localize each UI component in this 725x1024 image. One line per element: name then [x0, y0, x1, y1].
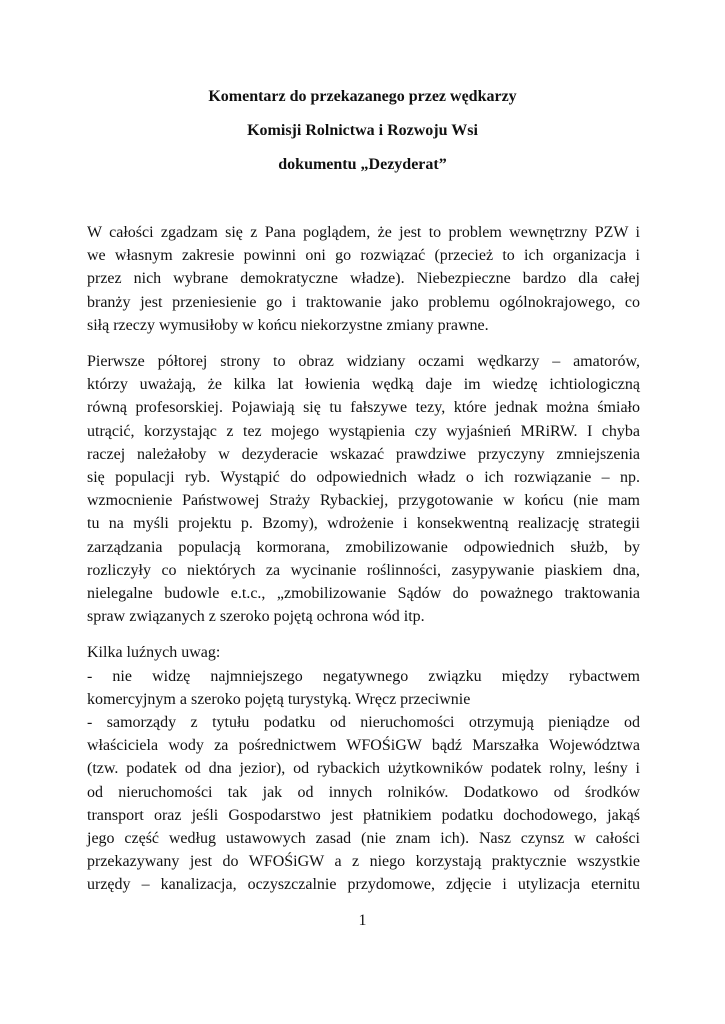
document-title — [0, 88, 725, 190]
paragraph-2 — [87, 350, 640, 628]
text-line: - nie widzę najmniejszego negatywnego związku między rybactwem — [87, 667, 640, 685]
paragraph-1 — [87, 221, 640, 337]
text-line: przez nich wybrane demokratyczne władze). Niebezpieczne bardzo dla całej — [87, 270, 640, 288]
text-line: branży jest przeniesienie go i traktowanie jako problemu ogólnokrajowego, co — [87, 293, 640, 311]
text-line: we własnym zakresie powinni oni go rozwiązać (przecież to ich organizacja i — [87, 247, 640, 265]
text-line: przekazywany jest do WFOŚiGW a z niego korzystają praktycznie wszystkie — [87, 853, 640, 871]
text-line: zarządzania populacją kormorana, zmobilizowanie odpowiednich służb, by — [87, 538, 640, 556]
text-line: rozliczyły co niektórych za wycinanie roślinności, zasypywanie piaskiem dna, — [87, 561, 640, 579]
text-line: raczej należałoby w dezyderacie wskazać prawdziwe przyczyny zmniejszenia — [87, 445, 640, 463]
text-line: Kilka luźnych uwag: — [87, 644, 221, 662]
page-number: 1 — [358, 912, 367, 929]
paragraph-3 — [87, 641, 640, 896]
text-line: od nieruchomości tak jak od innych rolników. Dodatkowo od środków — [87, 783, 640, 801]
text-line: wzmocnienie Państwowej Straży Rybackiej, przygotowanie w końcu (nie mam — [87, 492, 640, 510]
text-line: komercyjnym a szeroko pojętą turystyką. Wręcz przeciwnie — [87, 690, 471, 708]
title-line-2: Komisji Rolnictwa i Rozwoju Wsi — [247, 122, 478, 139]
text-line: transport oraz jeśli Gospodarstwo jest płatnikiem podatku dochodowego, jakąś — [87, 806, 640, 824]
title-line-1: Komentarz do przekazanego przez wędkarzy — [208, 88, 517, 105]
text-line: tu na myśli projektu p. Bzomy), wdrożenie i konsekwentną realizację strategii — [87, 515, 640, 533]
text-line: siłą rzeczy wymusiłoby w końcu niekorzystne zmiany prawne. — [87, 316, 489, 334]
text-line: - samorządy z tytułu podatku od nieruchomości otrzymują pieniądze od — [87, 714, 640, 732]
text-line: urzędy – kanalizacja, oczyszczalnie przydomowe, zdjęcie i utylizacja eternitu — [87, 876, 640, 894]
text-line: się populacji ryb. Wystąpić do odpowiednich władz o ich rozwiązanie – np. — [87, 469, 640, 487]
text-line: (tzw. podatek od dna jezior), od rybackich użytkowników podatek rolny, leśny i — [87, 760, 640, 778]
title-line-3: dokumentu „Dezyderat” — [278, 156, 447, 173]
text-line: równą profesorskiej. Pojawiają się tu fałszywe tezy, które jednak można śmiało — [87, 399, 640, 417]
text-line: spraw związanych z szeroko pojętą ochrona wód itp. — [87, 608, 425, 626]
text-line: utrącić, korzystając z tez mojego wystąpienia czy wyjaśnień MRiRW. I chyba — [87, 422, 640, 440]
text-line: W całości zgadzam się z Pana poglądem, że jest to problem wewnętrzny PZW i — [87, 224, 640, 241]
text-line: właściciela wody za pośrednictwem WFOŚiGW bądź Marszałka Województwa — [87, 737, 640, 755]
text-line: Pierwsze półtorej strony to obraz widziany oczami wędkarzy – amatorów, — [87, 353, 640, 371]
document-body — [87, 221, 640, 910]
text-line: którzy uważają, że kilka lat łowienia wędką daje im wiedzę ichtiologiczną — [87, 376, 640, 394]
text-line: jego część według ustawowych zasad (nie znam ich). Nasz czynsz w całości — [87, 830, 640, 848]
text-line: nielegalne budowle e.t.c., „zmobilizowanie Sądów do poważnego traktowania — [87, 585, 640, 603]
